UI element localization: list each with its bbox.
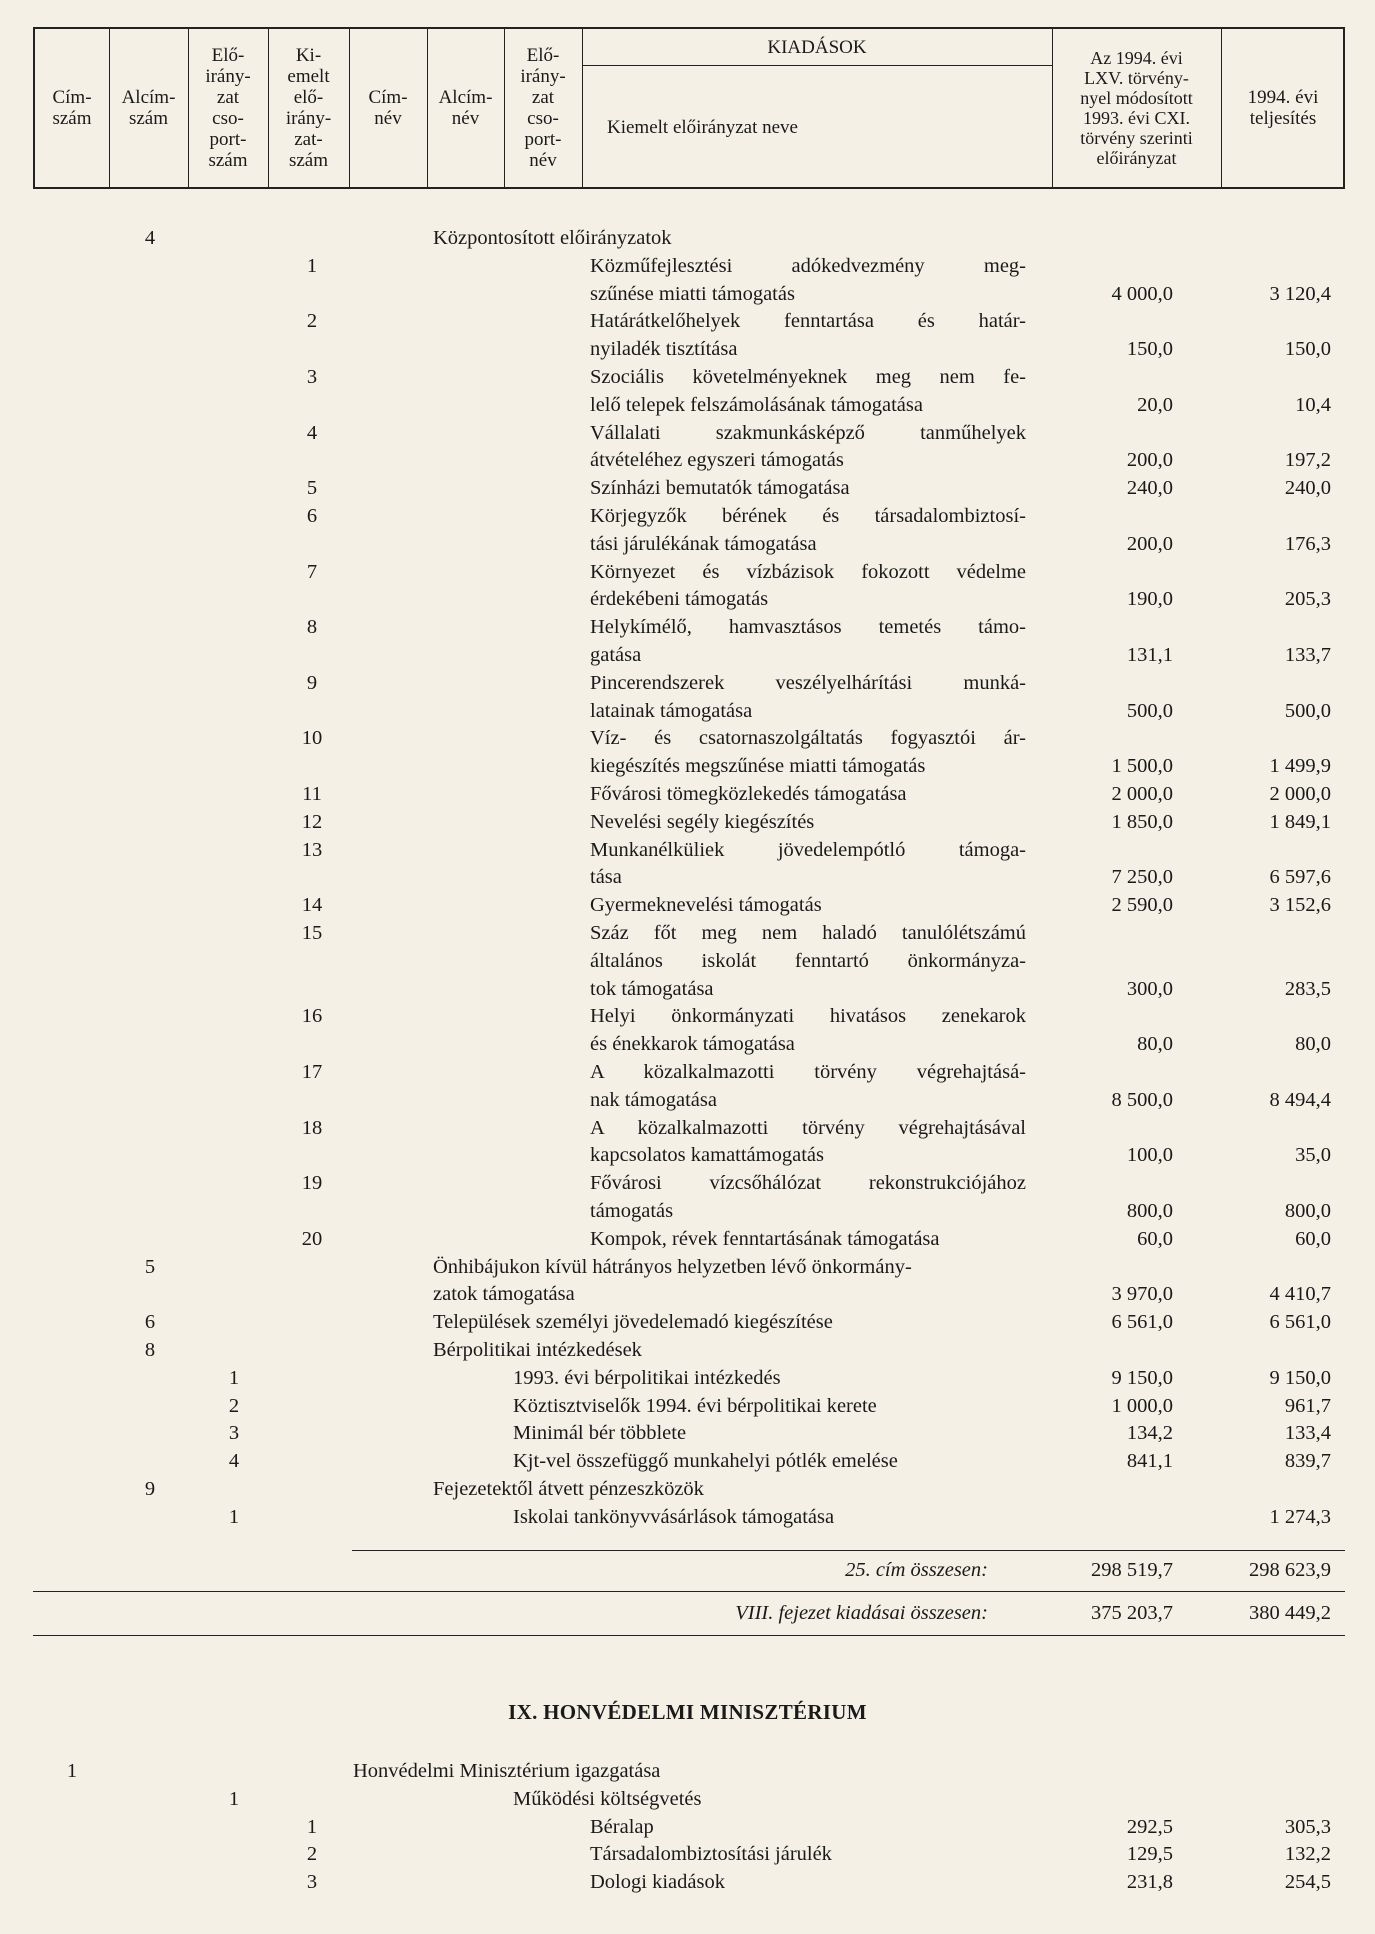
row-value-teljesites: 1 274,3 [1269,1505,1331,1528]
row-value-modositott: 190,0 [1126,588,1173,611]
group-title: Honvédelmi Minisztérium igazgatása [353,1760,661,1782]
row-value-teljesites: 1 499,9 [1269,755,1331,778]
subtotal-rule [352,1550,1345,1551]
row-label: tási járulékának támogatása [590,532,817,555]
row-value-teljesites: 80,0 [1295,1033,1331,1056]
row-number: 3 [306,366,318,388]
row-number: 18 [301,1116,323,1139]
row-value-teljesites: 6 597,6 [1269,866,1331,889]
row-number: 8 [306,616,318,639]
row-value-modositott: 129,5 [1126,1843,1173,1866]
row-value-modositott: 3 970,0 [1111,1283,1173,1306]
header-alcim-szam: Alcím- szám [121,87,176,129]
row-label: kiegészítés megszűnése miatti támogatás [590,755,926,778]
row-label: Kompok, révek fenntartásának támogatása [590,1227,940,1250]
row-label: Víz- és csatornaszolgáltatás fogyasztói ár- [590,727,1026,750]
header-eloirany-csoport-szam: Elő- irány- zat cso- port- szám [205,45,251,171]
row-value-teljesites: 3 152,6 [1269,894,1331,917]
row-value-teljesites: 4 410,7 [1269,1283,1331,1306]
row-label: 1993. évi bérpolitikai intézkedés [513,1366,781,1389]
row-label: átvételéhez egyszeri támogatás [590,449,844,472]
row-value-teljesites: 283,5 [1284,977,1331,1000]
row-value-teljesites: 197,2 [1284,449,1331,472]
row-label: szűnése miatti támogatás [590,282,795,305]
row-label: Fővárosi vízcsőhálózat rekonstrukciójához [590,1172,1026,1195]
row-value-modositott: 2 590,0 [1111,894,1173,917]
row-label: lelő telepek felszámolásának támogatása [590,393,923,416]
row-label: általános iskolát fenntartó önkormányza- [590,949,1026,972]
row-label: nyiladék tisztítása [590,338,738,361]
row-number: 2 [228,1394,240,1417]
row-number: 1 [228,1366,240,1389]
row-value-modositott: 1 500,0 [1111,755,1173,778]
row-value-modositott: 1 850,0 [1111,810,1173,833]
row-value-modositott: 292,5 [1126,1815,1173,1838]
row-value-teljesites: 8 494,4 [1269,1088,1331,1111]
row-number: 1 [228,1505,240,1528]
row-label: Települések személyi jövedelemadó kiegészítése [433,1311,833,1334]
row-value-teljesites: 60,0 [1295,1227,1331,1250]
row-value-teljesites: 150,0 [1284,338,1331,361]
row-number: 16 [301,1005,323,1028]
total-value-modositott: 298 519,7 [1091,1559,1173,1581]
row-label: Társadalombiztosítási járulék [590,1843,832,1866]
row-number: 7 [306,560,318,583]
header-cim-nev: Cím- név [368,87,408,129]
row-value-modositott: 500,0 [1126,699,1173,722]
row-value-modositott: 231,8 [1126,1871,1173,1894]
row-value-teljesites: 240,0 [1284,477,1331,500]
row-label: Közműfejlesztési adókedvezmény meg- [590,254,1026,277]
row-number: 17 [301,1061,323,1083]
row-label: Köztisztviselők 1994. évi bérpolitikai kerete [513,1394,877,1417]
row-value-modositott: 300,0 [1126,977,1173,1000]
total-value-modositott: 375 203,7 [1091,1602,1173,1624]
group-title: Működési költségvetés [513,1787,702,1810]
row-value-modositott: 800,0 [1126,1200,1173,1222]
row-label: kapcsolatos kamattámogatás [590,1144,824,1167]
row-value-teljesites: 3 120,4 [1269,282,1331,305]
row-label: Pincerendszerek veszélyelhárítási munká- [590,671,1026,694]
row-label: Munkanélküliek jövedelempótló támoga- [590,838,1026,861]
row-number: 13 [301,838,323,861]
row-value-modositott: 131,1 [1126,644,1173,666]
row-label: Színházi bemutatók támogatása [590,477,850,500]
row-value-modositott: 2 000,0 [1111,783,1173,805]
row-number: 3 [306,1871,318,1894]
row-label: Helykímélő, hamvasztásos temetés támo- [590,616,1026,639]
row-value-modositott: 80,0 [1137,1033,1173,1056]
row-label: tása [590,866,622,889]
row-number: 4 [144,227,156,249]
row-number: 5 [306,477,318,500]
header-modositott-eloiranyzat: Az 1994. évi LXV. törvény- nyel módosított 1993. évi CXI. törvény szerinti előirányzat [1080,48,1193,168]
row-label: támogatás [590,1200,674,1222]
row-label: A közalkalmazotti törvény végrehajtásá- [590,1061,1026,1083]
row-value-modositott: 6 561,0 [1111,1311,1173,1334]
row-label: gatása [590,644,642,666]
row-label: Körjegyzők bérének és társadalombiztosí- [590,505,1026,527]
total-label: 25. cím összesen: [845,1559,988,1581]
row-number: 5 [144,1255,156,1278]
row-number: 6 [144,1311,156,1334]
row-number: 1 [306,1815,318,1838]
header-kiemelt-szam: Ki- emelt elő- irány- zat- szám [285,45,332,171]
row-label: Iskolai tankönyvvásárlások támogatása [513,1505,835,1528]
row-value-teljesites: 133,7 [1284,644,1331,666]
row-value-teljesites: 133,4 [1284,1422,1331,1445]
table-header [33,27,1345,189]
group-title: Bérpolitikai intézkedések [433,1339,642,1361]
row-value-modositott: 60,0 [1137,1227,1173,1250]
row-value-modositott: 1 000,0 [1111,1394,1173,1417]
row-value-modositott: 20,0 [1137,393,1173,416]
total-value-teljesites: 380 449,2 [1249,1602,1331,1624]
group-title: Központosított előirányzatok [433,227,672,249]
row-label: érdekébeni támogatás [590,588,769,611]
row-value-teljesites: 9 150,0 [1269,1366,1331,1389]
row-value-teljesites: 800,0 [1284,1200,1331,1222]
row-value-modositott: 240,0 [1126,477,1173,500]
row-label: Vállalati szakmunkásképző tanműhelyek [590,421,1026,444]
row-number: 15 [301,922,323,944]
row-value-teljesites: 132,2 [1284,1843,1331,1866]
total-label: VIII. fejezet kiadásai összesen: [735,1602,988,1624]
row-label: A közalkalmazotti törvény végrehajtásával [590,1116,1026,1139]
total-value-teljesites: 298 623,9 [1249,1559,1331,1581]
row-value-teljesites: 205,3 [1284,588,1331,611]
row-label: Környezet és vízbázisok fokozott védelme [590,560,1026,583]
header-kiadasok: KIADÁSOK [767,36,867,58]
row-number: 8 [144,1339,156,1361]
row-number: 1 [306,254,318,277]
row-value-modositott: 841,1 [1126,1450,1173,1473]
row-label: Béralap [590,1815,654,1838]
row-value-teljesites: 305,3 [1284,1815,1331,1838]
header-kiemelt-eloiranyzat-neve: Kiemelt előirányzat neve [607,116,798,138]
row-number: 1 [66,1760,78,1782]
row-number: 11 [302,783,322,805]
total-rule-bottom [33,1635,1345,1636]
row-number: 3 [228,1422,240,1445]
row-value-teljesites: 6 561,0 [1269,1311,1331,1334]
row-value-teljesites: 176,3 [1284,532,1331,555]
header-eloirany-csoport-nev: Elő- irány- zat cso- port- név [520,45,566,171]
row-label: Száz főt meg nem haladó tanulólétszámú [590,922,1026,944]
row-label: Dologi kiadások [590,1871,725,1894]
group-title: Fejezetektől átvett pénzeszközök [433,1478,704,1500]
row-label: Minimál bér többlete [513,1422,687,1445]
row-number: 14 [301,894,323,917]
row-value-modositott: 134,2 [1126,1422,1173,1445]
row-number: 4 [306,421,318,444]
row-label: latainak támogatása [590,699,753,722]
row-label: Nevelési segély kiegészítés [590,810,815,833]
total-rule-top [33,1591,1345,1592]
row-number: 19 [301,1172,323,1195]
row-value-teljesites: 2 000,0 [1269,783,1331,805]
row-value-modositott: 200,0 [1126,449,1173,472]
row-number: 1 [228,1787,240,1810]
section-title: IX. HONVÉDELMI MINISZTÉRIUM [508,1700,867,1724]
row-label: Önhibájukon kívül hátrányos helyzetben lévő önkormány- [433,1255,912,1278]
row-label: nak támogatása [590,1088,717,1111]
row-number: 6 [306,505,318,527]
row-label: zatok támogatása [433,1283,575,1306]
header-cim-szam: Cím- szám [52,87,92,129]
row-number: 9 [306,671,318,694]
row-value-modositott: 9 150,0 [1111,1366,1173,1389]
row-value-teljesites: 839,7 [1284,1450,1331,1473]
row-value-teljesites: 1 849,1 [1269,810,1331,833]
row-number: 10 [301,727,323,750]
row-label: Szociális követelményeknek meg nem fe- [590,366,1026,388]
row-number: 4 [228,1450,240,1473]
row-value-modositott: 100,0 [1126,1144,1173,1167]
row-value-teljesites: 961,7 [1284,1394,1331,1417]
row-value-teljesites: 254,5 [1284,1871,1331,1894]
row-value-teljesites: 500,0 [1284,699,1331,722]
row-label: tok támogatása [590,977,714,1000]
row-value-modositott: 4 000,0 [1111,282,1173,305]
row-value-modositott: 8 500,0 [1111,1088,1173,1111]
row-number: 9 [144,1478,156,1500]
row-label: Fővárosi tömegközlekedés támogatása [590,783,907,805]
row-number: 2 [306,310,318,333]
row-value-modositott: 150,0 [1126,338,1173,361]
row-label: Gyermeknevelési támogatás [590,894,822,917]
row-label: Határátkelőhelyek fenntartása és határ- [590,310,1026,333]
row-value-teljesites: 35,0 [1295,1144,1331,1167]
row-value-modositott: 200,0 [1126,532,1173,555]
row-number: 2 [306,1843,318,1866]
header-alcim-nev: Alcím- név [438,87,493,129]
row-label: Helyi önkormányzati hivatásos zenekarok [590,1005,1026,1028]
header-teljesites: 1994. évi teljesítés [1247,87,1319,129]
row-value-teljesites: 10,4 [1295,393,1331,416]
row-value-modositott: 7 250,0 [1111,866,1173,889]
row-label: és énekkarok támogatása [590,1033,795,1056]
row-label: Kjt-vel összefüggő munkahelyi pótlék emelése [513,1450,898,1473]
row-number: 12 [301,810,323,833]
row-number: 20 [301,1227,323,1250]
